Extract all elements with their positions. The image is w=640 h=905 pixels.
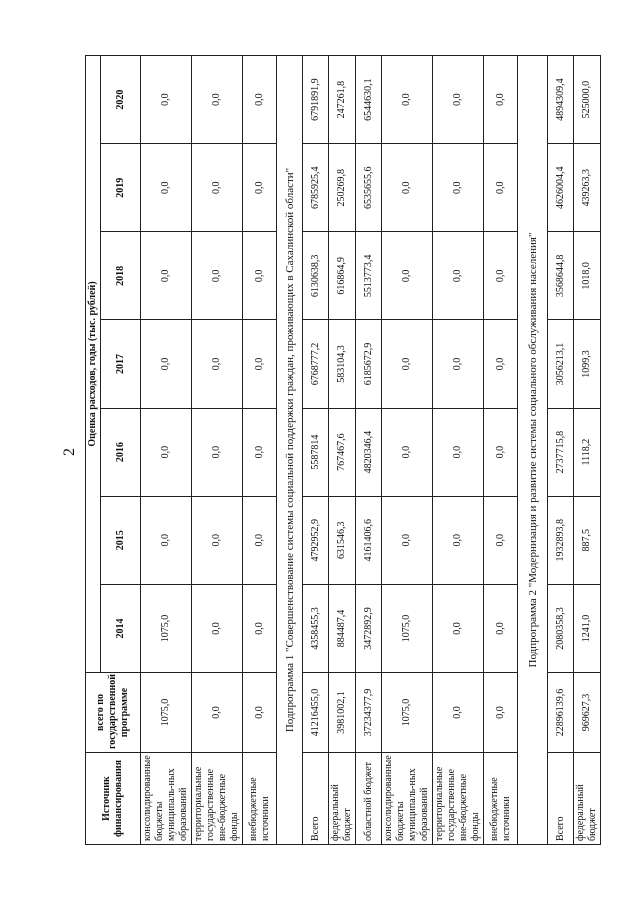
cell: 0,0 [484,408,518,496]
row-total: 1075,0 [141,673,192,753]
cell: 0,0 [192,584,243,672]
cell: 0,0 [243,584,277,672]
cell: 2737715,8 [548,408,574,496]
cell: 1241,0 [574,584,601,672]
rotated-table-wrapper [85,55,598,845]
row-source: консолидированные бюджеты муниципаль-ных образований [382,753,433,845]
page-number: 2 [61,448,78,456]
cell: 4792952,9 [303,496,329,584]
cell: 1075,0 [382,584,433,672]
subprogram-2-title: Подпрограмма 2 "Модернизация и развитие системы социального обслуживания населения" [518,56,548,845]
header-year: 2016 [101,408,141,496]
cell: 5587814 [303,408,329,496]
cell: 0,0 [484,144,518,232]
cell: 0,0 [484,496,518,584]
row-source: территориальные государственные вне-бюджетные фонды [192,753,243,845]
row-source: областной бюджет [356,753,382,845]
cell: 0,0 [433,56,484,144]
cell: 1932893,8 [548,496,574,584]
header-year: 2015 [101,496,141,584]
cell: 0,0 [192,496,243,584]
subprogram-row [518,56,548,845]
row-source: Всего [548,753,574,845]
row-total: 3981002,1 [329,673,356,753]
cell: 0,0 [141,56,192,144]
row-total: 41216455,0 [303,673,329,753]
row-source: Всего [303,753,329,845]
row-source: территориальные государственные вне-бюджетные фонды [433,753,484,845]
row-total: 22896139,6 [548,673,574,753]
row-total: 0,0 [243,673,277,753]
table-row [243,56,277,845]
table-row [192,56,243,845]
cell: 0,0 [243,232,277,320]
cell: 0,0 [243,56,277,144]
row-total: 37234377,9 [356,673,382,753]
header-year: 2020 [101,56,141,144]
cell: 0,0 [484,232,518,320]
cell: 2080358,3 [548,584,574,672]
header-year: 2017 [101,320,141,408]
subprogram-1-title: Подпрограмма 1 "Совершенствование системы социальной поддержки граждан, проживающих в Сахалинской области" [277,56,303,845]
cell: 0,0 [382,408,433,496]
table-row [356,56,382,845]
cell: 0,0 [484,56,518,144]
cell: 5513773,4 [356,232,382,320]
header-source: Источник финансирования [86,753,141,845]
cell: 4626004,4 [548,144,574,232]
cell: 3568644,8 [548,232,574,320]
cell: 0,0 [243,320,277,408]
row-total: 969627,3 [574,673,601,753]
row-total: 0,0 [484,673,518,753]
cell: 0,0 [192,232,243,320]
header-year: 2019 [101,144,141,232]
cell: 3472892,9 [356,584,382,672]
cell: 0,0 [433,144,484,232]
cell: 0,0 [433,496,484,584]
row-total: 0,0 [192,673,243,753]
cell: 4820346,4 [356,408,382,496]
cell: 0,0 [243,408,277,496]
cell: 0,0 [192,144,243,232]
cell: 1075,0 [141,584,192,672]
cell: 250269,8 [329,144,356,232]
header-year: 2014 [101,584,141,672]
row-source: внебюджетные источники [243,753,277,845]
table-row [548,56,574,845]
financing-table [85,55,601,845]
cell: 631546,3 [329,496,356,584]
cell: 0,0 [433,584,484,672]
cell: 0,0 [484,584,518,672]
row-source: внебюджетные источники [484,753,518,845]
cell: 4161406,6 [356,496,382,584]
cell: 0,0 [141,320,192,408]
cell: 0,0 [382,56,433,144]
table-row [329,56,356,845]
table-row [141,56,192,845]
cell: 0,0 [141,232,192,320]
cell: 0,0 [433,320,484,408]
cell: 616864,9 [329,232,356,320]
cell: 247261,8 [329,56,356,144]
row-source: федеральный бюджет [329,753,356,845]
cell: 439263,3 [574,144,601,232]
cell: 0,0 [382,496,433,584]
row-total: 1075,0 [382,673,433,753]
cell: 6768777,2 [303,320,329,408]
cell: 767467,6 [329,408,356,496]
header-total: всего по государственной программе [86,673,141,753]
cell: 884487,4 [329,584,356,672]
cell: 6785925,4 [303,144,329,232]
row-source: федеральный бюджет [574,753,601,845]
table-row [303,56,329,845]
cell: 0,0 [382,320,433,408]
cell: 3056213,1 [548,320,574,408]
cell: 0,0 [382,144,433,232]
cell: 4894309,4 [548,56,574,144]
cell: 0,0 [192,320,243,408]
cell: 0,0 [141,408,192,496]
cell: 6535655,6 [356,144,382,232]
cell: 4358455,3 [303,584,329,672]
cell: 0,0 [382,232,433,320]
cell: 583104,3 [329,320,356,408]
table-row [574,56,601,845]
cell: 6791891,9 [303,56,329,144]
cell: 0,0 [192,408,243,496]
cell: 1099,3 [574,320,601,408]
cell: 0,0 [243,144,277,232]
cell: 0,0 [433,408,484,496]
cell: 0,0 [484,320,518,408]
cell: 0,0 [141,496,192,584]
cell: 1118,2 [574,408,601,496]
row-source: консолидированные бюджеты муниципаль-ных образований [141,753,192,845]
cell: 0,0 [192,56,243,144]
header-year: 2018 [101,232,141,320]
table-row [484,56,518,845]
header-estimate: Оценка расходов, годы (тыс. рублей) [86,56,101,673]
subprogram-row [277,56,303,845]
cell: 6544630,1 [356,56,382,144]
cell: 6185672,9 [356,320,382,408]
cell: 0,0 [243,496,277,584]
cell: 525000,0 [574,56,601,144]
cell: 0,0 [141,144,192,232]
table-row [382,56,433,845]
cell: 6130638,3 [303,232,329,320]
table-row [433,56,484,845]
cell: 1018,0 [574,232,601,320]
cell: 0,0 [433,232,484,320]
row-total: 0,0 [433,673,484,753]
cell: 887,5 [574,496,601,584]
